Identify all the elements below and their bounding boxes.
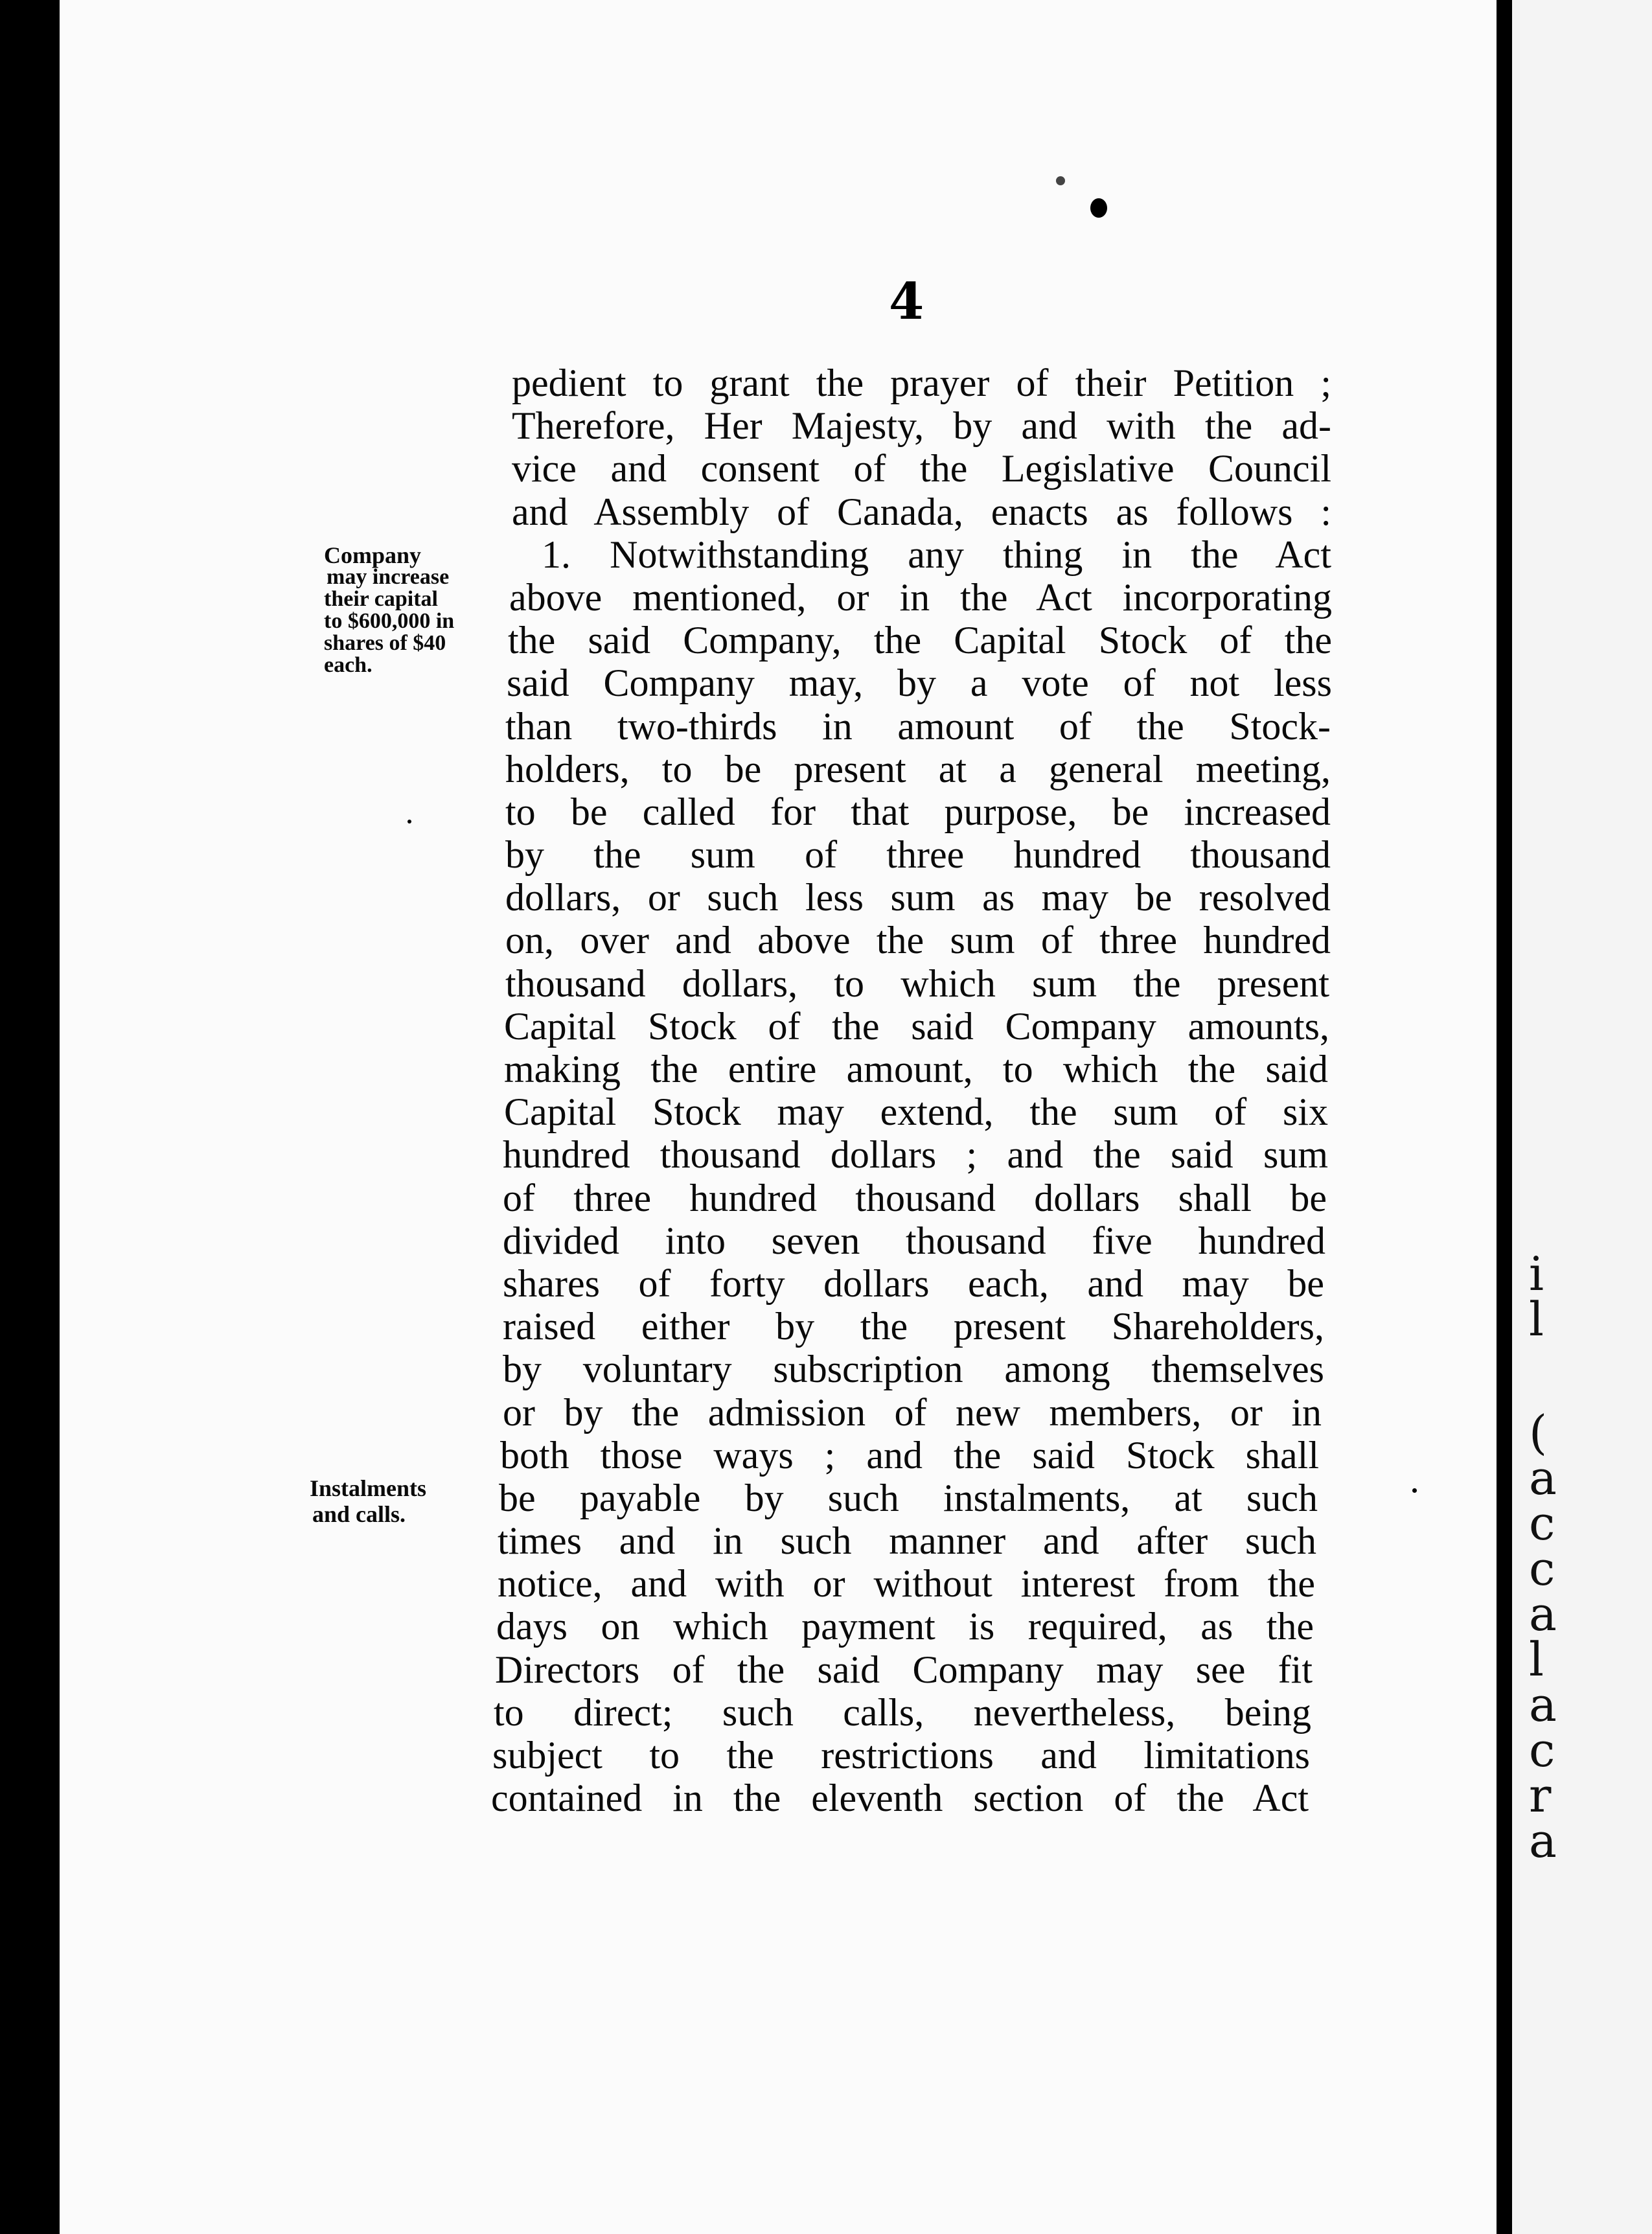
body-line: the said Company, the Capital Stock of the [508, 619, 1332, 662]
body-line: of three hundred thousand dollars shall be [503, 1176, 1327, 1219]
adjacent-page-fragment: i [1529, 1247, 1544, 1301]
body-line: contained in the eleventh section of the Act [491, 1777, 1309, 1820]
page-number: 4 [889, 272, 924, 331]
body-line: Directors of the said Company may see fit [495, 1648, 1313, 1691]
body-line: shares of forty dollars each, and may be [503, 1261, 1324, 1305]
body-line: vice and consent of the Legislative Council [512, 447, 1331, 490]
adjacent-page-edge [1512, 0, 1652, 2234]
margin-note-line: may increase [327, 565, 450, 589]
body-line: 1. Notwithstanding any thing in the Act [542, 533, 1331, 576]
body-line: to be called for that purpose, be increased [505, 790, 1331, 833]
body-line: subject to the restrictions and limitations [492, 1734, 1310, 1777]
margin-note-line: Company [324, 542, 422, 568]
body-line: dollars, or such less sum as may be resolved [505, 876, 1331, 919]
body-line: and Assembly of Canada, enacts as follows : [512, 490, 1331, 533]
adjacent-page-fragment: r [1529, 1768, 1552, 1823]
adjacent-page-fragment: a [1529, 1814, 1557, 1868]
body-line: be payable by such instalments, at such [499, 1476, 1318, 1519]
margin-note-line: their capital [324, 587, 438, 611]
margin-note-line: and calls. [312, 1501, 406, 1527]
margin-note-line: shares of $40 [324, 631, 446, 655]
adjacent-page-fragment: c [1529, 1496, 1555, 1550]
ink-speck [1056, 176, 1065, 185]
body-line: times and in such manner and after such [498, 1519, 1316, 1563]
margin-note-line: each. [324, 653, 373, 677]
body-line: than two-thirds in amount of the Stock- [505, 704, 1331, 748]
body-line: on, over and above the sum of three hundred [505, 919, 1331, 962]
body-line: divided into seven thousand five hundred [503, 1219, 1325, 1262]
ink-speck [1412, 1488, 1417, 1493]
body-line: raised either by the present Shareholders, [503, 1305, 1324, 1348]
body-line: above mentioned, or in the Act incorporating [509, 575, 1332, 619]
body-line: days on which payment is required, as the [496, 1605, 1314, 1648]
adjacent-page-fragment: a [1529, 1451, 1557, 1505]
scan-border-left [0, 0, 60, 2234]
body-line: hundred thousand dollars ; and the said sum [503, 1133, 1328, 1177]
body-line: Therefore, Her Majesty, by and with the ad- [512, 404, 1331, 448]
body-line: making the entire amount, to which the said [504, 1048, 1328, 1090]
ink-speck [407, 820, 411, 823]
page-gutter [1497, 0, 1512, 2234]
margin-note-capital-increase [324, 544, 499, 676]
adjacent-page-fragment: c [1529, 1541, 1555, 1596]
body-text [491, 362, 1335, 1820]
adjacent-page-fragment: a [1529, 1587, 1557, 1641]
body-line: to direct; such calls, nevertheless, being [494, 1690, 1311, 1734]
body-line: or by the admission of new members, or in [503, 1390, 1322, 1434]
adjacent-page-fragment: l [1529, 1292, 1544, 1346]
body-line: said Company may, by a vote of not less [507, 662, 1332, 705]
adjacent-page-fragment: c [1529, 1723, 1555, 1777]
body-line: holders, to be present at a general meeting, [505, 747, 1331, 790]
margin-note-line: to $600,000 in [324, 609, 455, 633]
body-line: by voluntary subscription among themselves [503, 1348, 1324, 1391]
body-line: thousand dollars, to which sum the present [505, 962, 1329, 1005]
adjacent-page-fragment: a [1529, 1677, 1557, 1732]
body-line: Capital Stock may extend, the sum of six [504, 1090, 1328, 1134]
body-line: notice, and with or without interest from the [498, 1562, 1315, 1606]
margin-note-line: Instalments [310, 1475, 427, 1501]
body-line: both those ways ; and the said Stock shall [500, 1433, 1319, 1477]
body-line: by the sum of three hundred thousand [505, 833, 1331, 877]
body-line: Capital Stock of the said Company amounts, [504, 1004, 1329, 1048]
adjacent-page-fragment: l [1529, 1632, 1544, 1687]
margin-note-instalments [310, 1475, 472, 1527]
body-line: pedient to grant the prayer of their Petition ; [512, 362, 1331, 404]
adjacent-page-fragment: ( [1529, 1405, 1548, 1460]
ink-speck [1090, 198, 1107, 218]
